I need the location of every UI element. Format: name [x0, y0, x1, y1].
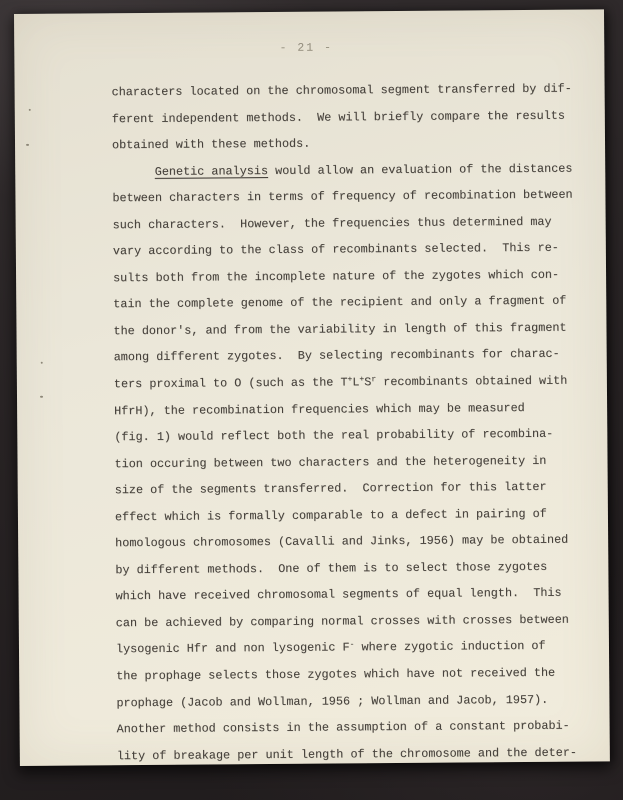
- text-line: HfrH), the recombination frequencies which may be measured: [114, 400, 525, 418]
- text-line: such characters. However, the frequencies thus determined may: [112, 214, 552, 232]
- paper-speck: [29, 109, 31, 111]
- text-line: which have received chromosomal segments of equal length. This: [115, 586, 562, 604]
- page-number: - 21 -: [279, 41, 334, 55]
- text-line: by different methods. One of them is to select those zygotes: [115, 559, 548, 578]
- text-line: characters located on the chromosomal segment transferred by dif-: [111, 81, 572, 100]
- page-body-text: [112, 76, 578, 770]
- paper-speck: [26, 144, 29, 146]
- text-line: effect which is formally comparable to a defect in pairing of: [114, 506, 547, 524]
- text-line: Genetic analysis would allow an evaluation of the distances: [154, 161, 573, 179]
- text-line: among different zygotes. By selecting recombinants for charac-: [113, 347, 560, 365]
- text-line: obtained with these methods.: [111, 136, 311, 153]
- text-line: lysogenic Hfr and non lysogenic F- where zygotic induction of: [115, 639, 546, 657]
- text-line: ters proximal to O (such as the $T^+L^+S^r$ recombinants obtained with: [113, 373, 568, 392]
- text-line: sults both from the incomplete nature of the zygotes which con-: [113, 267, 560, 286]
- document-page: [14, 9, 610, 766]
- text-line: Another method consists in the assumption of a constant probabi-: [116, 718, 570, 737]
- paper-speck: [41, 362, 43, 364]
- paper-speck: [40, 396, 43, 398]
- text-line: can be achieved by comparing normal crosses with crosses between: [115, 612, 569, 631]
- text-line: size of the segments transferred. Correction for this latter: [114, 480, 547, 498]
- text-line: the donor's, and from the variability in length of this fragment: [113, 320, 567, 339]
- text-line: the prophage selects those zygotes which have not received the: [116, 665, 556, 684]
- text-line: ferent independent methods. We will briefly compare the results: [111, 108, 565, 126]
- text-line: homologous chromosomes (Cavalli and Jinks, 1956) may be obtained: [115, 532, 569, 551]
- text-line: prophage (Jacob and Wollman, 1956 ; Wollman and Jacob, 1957).: [116, 692, 549, 710]
- text-line: between characters in terms of frequency of recombination between: [112, 187, 573, 206]
- text-line: lity of breakage per unit length of the chromosome and the deter-: [116, 745, 578, 763]
- text-line: tain the complete genome of the recipient and only a fragment of: [113, 294, 567, 312]
- text-line: (fig. 1) would reflect both the real probability of recombina-: [114, 426, 554, 445]
- text-line: vary according to the class of recombinants selected. This re-: [112, 241, 559, 259]
- text-line: tion occuring between two characters and the heterogeneity in: [114, 453, 547, 471]
